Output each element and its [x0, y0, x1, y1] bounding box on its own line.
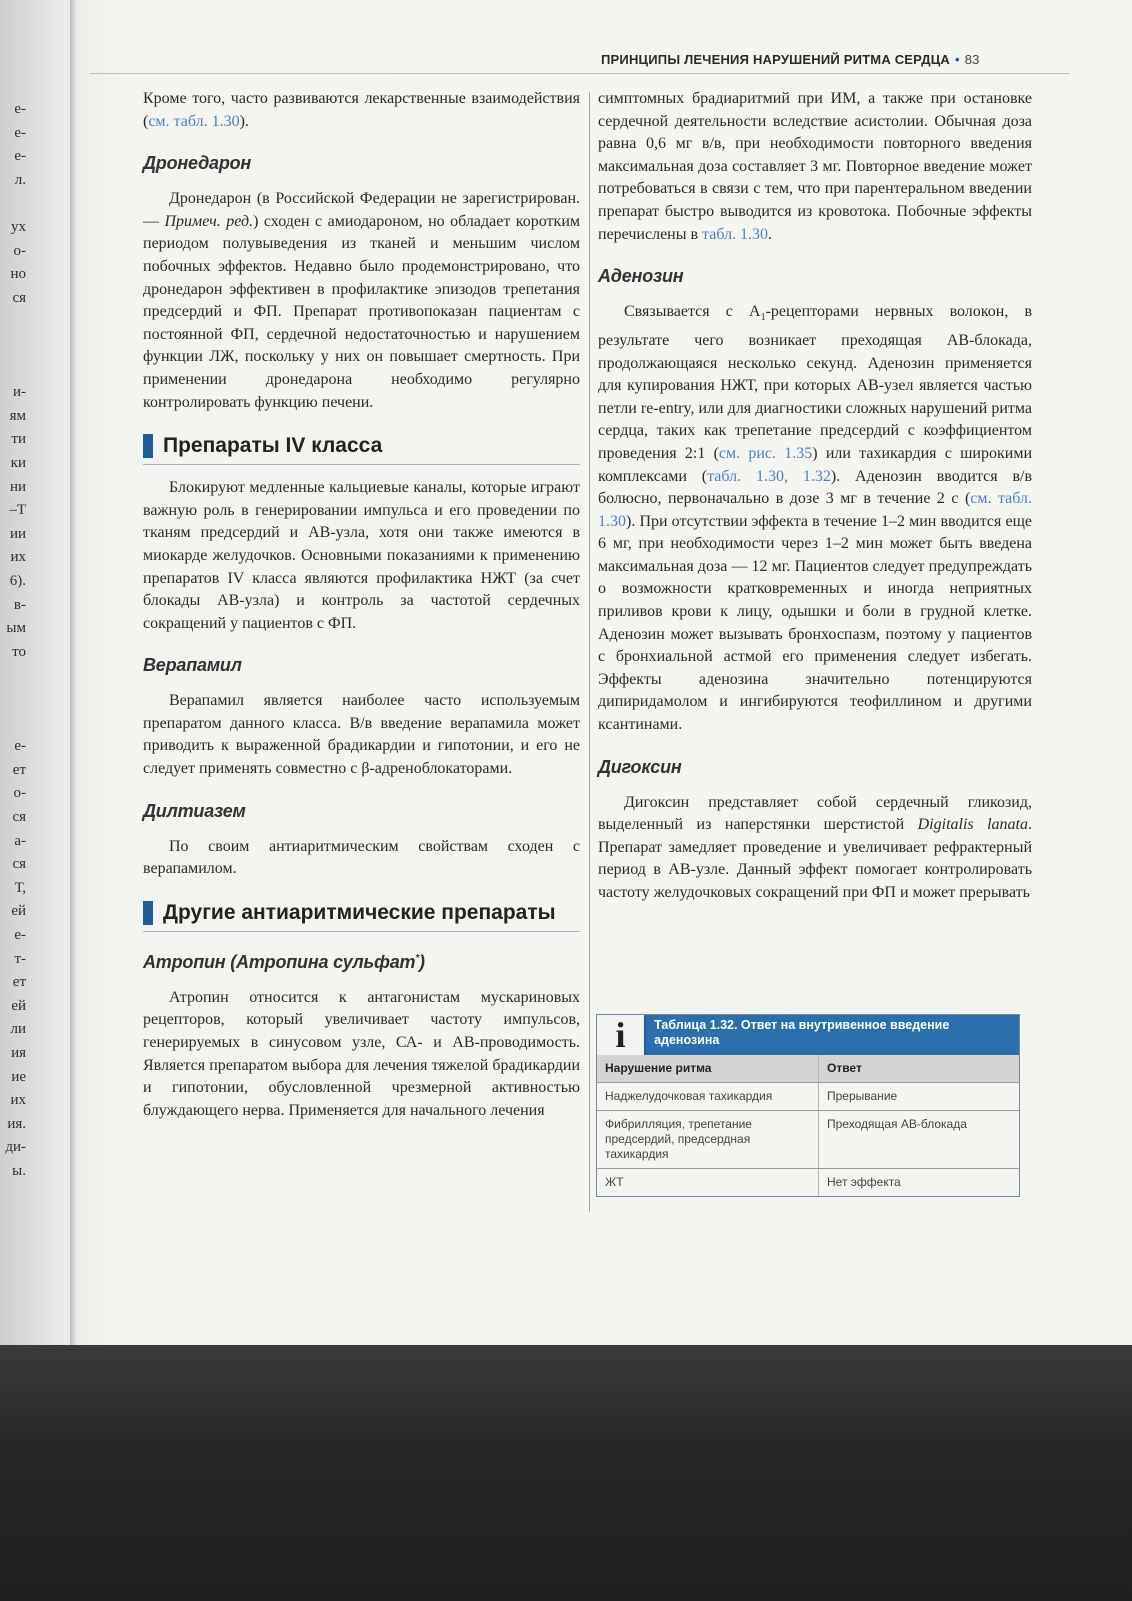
previous-page-fragment: их: [10, 549, 26, 566]
intro-paragraph: Кроме того, часто развиваются лекарственные взаимодействия (см. табл. 1.30).: [143, 90, 580, 130]
heading-marker-bar: [143, 434, 153, 458]
table-cell: ЖТ: [597, 1169, 819, 1196]
previous-page-fragment: ие: [11, 1068, 26, 1085]
table-caption: Таблица 1.32. Ответ на внутривенное введение аденозина: [654, 1018, 950, 1047]
previous-page-fragment: их: [10, 1092, 26, 1109]
previous-page-fragment: ей: [11, 903, 26, 920]
previous-page-fragment: е-: [14, 738, 26, 755]
adenosine-paragraph: Связывается с $А_1$-рецепторами нервных волокон, в результате чего возникает преходящая АВ-блокада, продолжающаяся несколько секунд. Аденозин применяется для купирования НЖТ, при которых АВ-узел является частью петли re-entry, или для диагностики сложных нарушений ритма сердца, таких как трепетание предсердий с коэффициентом проведения 2:1 (см. рис. 1.35) или тахикардия с широкими комплексами (табл. 1.30, 1.32). Аденозин вводится в/в болюсно, первоначально в дозе 3 мг в течение 2 с (см. табл. 1.30). При отсутствии эффекта в течение 1–2 мин вводится еще 6 мг, при необходимости через 1–2 мин может быть введена максимальная доза — 12 мг. Пациентов следует предупреждать о возможности кратковременных и иногда неприятных приливов крови к лицу, одышки и боли в грудной клетке. Аденозин может вызывать бронхоспазм, поэтому у пациентов с бронхиальной астмой его применения следует избегать. Эффекты аденозина значительно потенцируются дипиридамолом и ингибируются теофиллином и другими ксантинами.: [598, 303, 1033, 734]
previous-page-fragment: то: [12, 643, 26, 660]
previous-page-fragment: Т,: [14, 879, 26, 896]
heading-marker-bar: [143, 901, 153, 925]
scanner-background: [0, 1345, 1132, 1601]
header-rule: [90, 73, 1070, 74]
verapamil-paragraph: Верапамил является наиболее часто используемым препаратом данного класса. В/в введение верапамила может приводить к выраженной брадикардии и гипотонии, и его не следует применять совместно с β-адреноблокаторами.: [143, 692, 580, 778]
previous-page-fragment: ди-: [5, 1139, 26, 1156]
previous-page-edge: [0, 100, 26, 1230]
previous-page-fragment: ли: [10, 1021, 26, 1038]
table-cell: Преходящая АВ-блокада: [827, 1117, 967, 1131]
previous-page-fragment: ся: [12, 289, 26, 306]
previous-page-fragment: л.: [14, 171, 26, 188]
digoxin-paragraph: Дигоксин представляет собой сердечный гликозид, выделенный из наперстянки шерстистой Digitalis lanata. Препарат замедляет проведение и увеличивает рефрактерный период в АВ-узле. Данный эффект помогает контролировать частоту желудочковых сокращений при ФП и может прерывать: [598, 793, 1032, 901]
cross-reference[interactable]: см. табл. 1.30: [598, 490, 1033, 530]
column-header: Ответ: [827, 1061, 862, 1075]
previous-page-fragment: т-: [14, 950, 26, 967]
previous-page-fragment: о-: [13, 242, 26, 259]
previous-page-fragment: и-: [12, 384, 26, 401]
right-column: [598, 88, 1032, 905]
table-column-headers: [597, 1055, 1019, 1082]
section-heading-atropine: Атропин (Атропина сульфат*): [143, 951, 425, 972]
previous-page-fragment: ям: [9, 407, 26, 424]
dronedarone-paragraph: Дронедарон (в Российской Федерации не зарегистрирован. — Примеч. ред.) сходен с амиодароном, но обладает коротким периодом полувыведения из тканей и меньшим числом побочных эффектов. Недавно было продемонстрировано, что дронедарон эффективен в профилактике эпизодов трепетания предсердий и ФП. Препарат противопоказан пациентам с постоянной ФП, сердечной недостаточностью и нарушением функции ЛЖ, поскольку у них он повышает смертность. При применении дронедарона необходимо регулярно контролировать функцию печени.: [143, 190, 581, 411]
previous-page-fragment: ия: [11, 1045, 26, 1061]
table-row: [597, 1168, 1019, 1196]
cross-reference[interactable]: см. табл. 1.30: [148, 112, 240, 130]
previous-page-fragment: ки: [10, 455, 26, 471]
previous-page-fragment: ей: [11, 997, 26, 1014]
page-fold-shadow: [70, 0, 76, 1345]
cross-reference[interactable]: см. рис. 1.35: [718, 444, 813, 462]
section-heading-class4: Препараты IV класса: [143, 432, 580, 465]
running-head-bullet: •: [954, 52, 960, 67]
running-head: [601, 52, 1061, 74]
previous-page-fragment: е-: [14, 101, 26, 117]
previous-page-fragment: ы.: [12, 1163, 26, 1179]
previous-page-fragment: –Т: [9, 502, 26, 519]
class4-paragraph: Блокируют медленные кальциевые каналы, которые играют важную роль в генерировании импульса и его проведении по тканям предсердий и АВ-узла, хотя они также имеются в миокарде желудочков. Основными показаниями к применению препаратов IV класса являются профилактика НЖТ (за счет блокады АВ-узла) и контроль за частотой сердечных сокращений у пациентов с ФП.: [143, 479, 580, 632]
previous-page-fragment: но: [10, 266, 26, 283]
previous-page-fragment: е-: [14, 124, 26, 141]
table-cell: Наджелудочковая тахикардия: [597, 1083, 819, 1110]
table-header-band: [597, 1015, 1019, 1055]
previous-page-fragment: е-: [14, 927, 26, 943]
previous-page-fragment: а-: [14, 832, 26, 849]
section-heading-digoxin: Дигоксин: [598, 756, 682, 777]
page-number: 83: [964, 52, 980, 67]
previous-page-fragment: ия.: [7, 1115, 26, 1132]
previous-page-fragment: ым: [6, 620, 26, 637]
section-heading-other-drugs: Другие антиаритмические препараты: [143, 899, 580, 932]
table-1-32: [596, 1014, 1020, 1197]
previous-page-fragment: ет: [12, 974, 26, 991]
previous-page-fragment: ет: [12, 761, 26, 778]
previous-page-fragment: ух: [11, 219, 26, 235]
section-heading-diltiazem: Дилтиазем: [143, 800, 246, 821]
section-heading-dronedarone: Дронедарон: [143, 153, 252, 174]
info-icon: i: [597, 1015, 646, 1055]
column-divider: [589, 92, 590, 1212]
previous-page-fragment: ся: [12, 856, 26, 873]
table-row: [597, 1110, 1019, 1168]
atropine-continuation: симптомных брадиаритмий при ИМ, а также при остановке сердечной деятельности вследствие асистолии. Обычная доза равна 0,6 мг в/в, при необходимости повторного введения максимальная доза составляет 3 мг. Повторное введение может потребоваться в связи с тем, что при парентеральном введении препарат быстро выводится из кровотока. Побочные эффекты перечислены в табл. 1.30.: [598, 90, 1032, 243]
cross-reference[interactable]: табл. 1.30: [702, 225, 769, 243]
previous-page-fragment: ти: [11, 431, 26, 448]
previous-page-fragment: 6).: [9, 573, 26, 589]
table-cell: Прерывание: [827, 1089, 898, 1103]
atropine-paragraph: Атропин относится к антагонистам мускариновых рецепторов, который увеличивает частоту импульсов, генерируемых в синусовом узле, СА- и АВ-проводимость. Является препаратом выбора для лечения тяжелой брадикардии и гипотонии, обусловленной чрезмерной активностью блуждающего нерва. Применяется для начального лечения: [143, 988, 580, 1119]
cross-reference[interactable]: табл. 1.30, 1.32: [707, 467, 831, 485]
registered-mark: *: [415, 952, 420, 964]
table-cell: Фибрилляция, трепетание предсердий, предсердная тахикардия: [597, 1111, 819, 1168]
section-heading-verapamil: Верапамил: [143, 655, 242, 676]
previous-page-fragment: ся: [12, 809, 26, 825]
table-cell: Нет эффекта: [827, 1175, 901, 1189]
running-head-title: ПРИНЦИПЫ ЛЕЧЕНИЯ НАРУШЕНИЙ РИТМА СЕРДЦА: [601, 52, 950, 67]
table-row: [597, 1082, 1019, 1110]
previous-page-fragment: в-: [13, 596, 26, 613]
latin-name: Digitalis lanata: [917, 816, 1028, 834]
previous-page-fragment: о-: [13, 785, 26, 802]
editor-note: Примеч. ред.: [164, 212, 254, 230]
diltiazem-paragraph: По своим антиаритмическим свойствам сходен с верапамилом.: [143, 837, 580, 878]
previous-page-fragment: ии: [9, 525, 26, 542]
column-header: Нарушение ритма: [597, 1055, 819, 1082]
section-heading-adenosine: Аденозин: [598, 266, 684, 287]
previous-page-fragment: е-: [14, 148, 26, 165]
left-column: [143, 88, 580, 1122]
previous-page-fragment: ни: [9, 478, 26, 495]
